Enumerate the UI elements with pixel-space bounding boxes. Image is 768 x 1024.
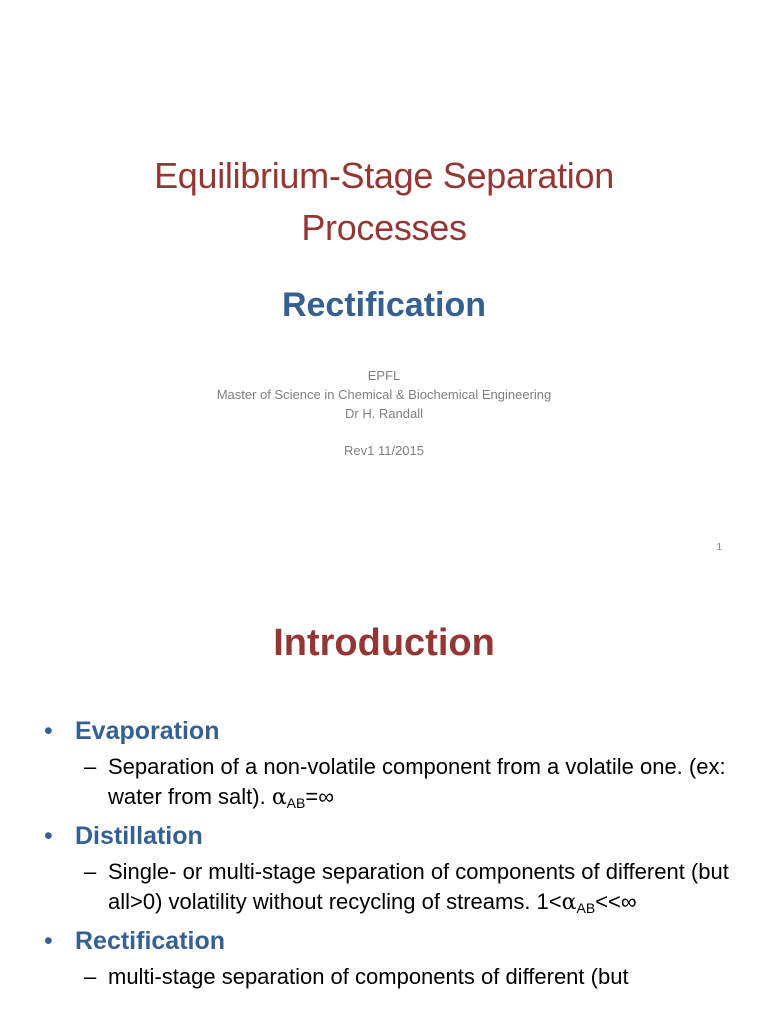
slide-title-line-1: Equilibrium-Stage Separation [154,155,614,196]
revision: Rev1 11/2015 [344,443,424,458]
bullet-list [44,714,734,998]
bullet-detail-distillation [44,857,734,918]
slide-subtitle: Rectification [281,286,487,324]
alpha-subscript: AB [576,900,596,916]
detail-text: Separation of a non-volatile component from a volatile one. (ex: water from salt). [108,754,726,809]
detail-text: multi-stage separation of components of different (but [108,964,629,989]
slide-title-line-2: Processes [301,207,467,248]
slide-title [0,150,768,254]
page-number: 1 [716,542,722,553]
dash-marker: – [84,754,97,779]
alpha-subscript: AB [286,795,306,811]
introduction-slide [0,576,768,1024]
bullet-dot: • [44,927,53,955]
bullet-label: Evaporation [75,717,220,745]
detail-suffix: <<∞ [595,889,637,914]
bullet-label: Distillation [75,822,203,850]
dash-marker: – [84,859,97,884]
bullet-label: Rectification [75,927,226,955]
alpha-symbol: α [561,890,577,915]
bullet-evaporation [44,714,734,748]
detail-text: Single- or multi-stage separation of components of different (but all>0) volatility without recycling of streams. 1< [108,859,729,914]
author-info [0,366,768,423]
bullet-rectification [44,924,734,958]
detail-suffix: =∞ [305,784,334,809]
bullet-dot: • [44,822,53,850]
author: Dr H. Randall [344,406,424,421]
bullet-detail-evaporation [44,752,734,813]
program: Master of Science in Chemical & Biochemical Engineering [216,387,552,402]
alpha-symbol: α [271,785,287,810]
dash-marker: – [84,964,97,989]
institution: EPFL [367,368,401,383]
bullet-dot: • [44,717,53,745]
introduction-title: Introduction [273,622,495,664]
bullet-distillation [44,819,734,853]
bullet-detail-rectification [44,962,734,992]
